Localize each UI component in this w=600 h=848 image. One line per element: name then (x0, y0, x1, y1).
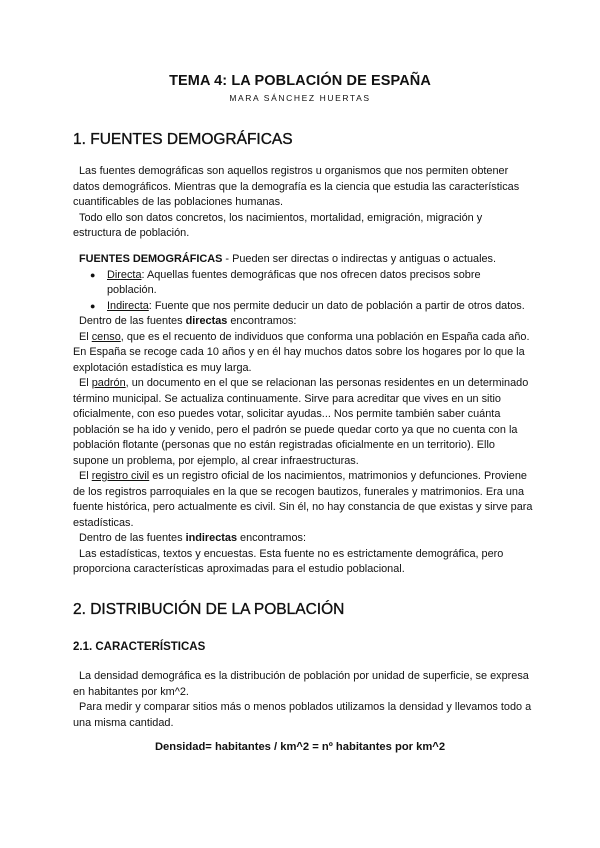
indirect-intro-a: Dentro de las fuentes (79, 532, 186, 544)
registro-paragraph (73, 469, 533, 531)
registro-term: registro civil (91, 470, 150, 482)
indirect-sources-intro (73, 531, 533, 547)
intro-paragraph-1: Las fuentes demográficas son aquellos registros u organismos que nos permiten obtener datos demográficos. Mientras que la demografía es la ciencia que estudia las características cuantificables de las poblaciones humanas. (73, 165, 520, 208)
document-title: TEMA 4: LA POBLACIÓN DE ESPAÑA (169, 73, 431, 89)
bullet-text-direct: : Aquellas fuentes demográficas que nos ofrecen datos precisos sobre población. (107, 268, 481, 296)
registro-a: El (79, 470, 92, 482)
intro-paragraph-2: Todo ello son datos concretos, los nacimientos, mortalidad, emigración, migración y estructura de población. (73, 211, 483, 239)
direct-intro-bold: directas (185, 315, 228, 327)
section-2-1-heading: 2.1. CARACTERÍSTICAS (73, 641, 206, 653)
censo-term: censo (91, 330, 121, 343)
bullet-text-indirect: : Fuente que nos permite deducir un dato de población a partir de otros datos. (148, 299, 525, 312)
source-types-list (73, 268, 533, 315)
padron-paragraph (73, 376, 533, 469)
bullet-term-direct: Directa (107, 268, 142, 281)
section-2-1-body (73, 669, 533, 731)
direct-intro-a: Dentro de las fuentes (79, 315, 186, 327)
registro-b: es un registro oficial de los nacimientos, matrimonios y defunciones. Proviene de los registros parroquiales en la que se recogen bautizos, funerales y matrimonios. Era una fuente histórica, pero actualmente es civil. Sin él, no hay constancia de que existas y sirve para estadísticas. (73, 470, 533, 529)
density-paragraph-1: La densidad demográfica es la distribución de población por unidad de superficie, se expresa en habitantes por km^2. (73, 670, 529, 698)
section-1-sources (73, 252, 533, 578)
list-item (73, 299, 533, 315)
document-author: MARA SÁNCHEZ HUERTAS (229, 93, 371, 103)
density-formula: Densidad= habitantes / km^2 = nº habitantes por km^2 (154, 741, 446, 753)
section-2-heading: 2. DISTRIBUCIÓN DE LA POBLACIÓN (73, 601, 345, 618)
indirect-intro-c: encontramos: (237, 532, 307, 544)
indirect-intro-bold: indirectas (185, 532, 238, 544)
section-1-heading: 1. FUENTES DEMOGRÁFICAS (73, 131, 293, 148)
censo-paragraph (73, 330, 533, 377)
source-types-label: FUENTES DEMOGRÁFICAS (79, 253, 223, 265)
bullet-term-indirect: Indirecta (107, 299, 149, 312)
padron-a: El (79, 377, 92, 389)
censo-b: , que es el recuento de individuos que conforma una población en España cada año. En España se recoge cada 10 años y en él hay muchos datos sobre los hogares por lo que la explotación estadística es muy larga. (73, 330, 530, 374)
padron-term: padrón (91, 377, 126, 389)
source-types-line (73, 252, 533, 268)
indirect-sources-text: Las estadísticas, textos y encuestas. Esta fuente no es estrictamente demográfica, pero proporciona características aproximadas para el estudio poblacional. (73, 547, 504, 575)
padron-b: , un documento en el que se relacionan las personas residentes en un determinado término municipal. Se actualiza continuamente. Sirve para acreditar que vives en un sitio oficialmente, con eso puedes votar, solicitar ayudas... Nos permite también saber cuánta población se ha ido y venido, pero el padrón se puede quedar corto ya que no cuenta con la población flotante (personas que no están registradas oficialmente en un territorio). Ello supone un problema, por ejemplo, al crear infraestructuras. (73, 377, 529, 467)
direct-intro-c: encontramos: (227, 315, 297, 327)
section-1-intro (73, 164, 533, 242)
density-paragraph-2: Para medir y comparar sitios más o menos poblados utilizamos la densidad y llevamos todo a una misma cantidad. (73, 701, 532, 729)
source-types-text: - Pueden ser directas o indirectas y antiguas o actuales. (222, 253, 497, 265)
list-item (73, 268, 533, 299)
censo-a: El (79, 330, 92, 343)
direct-sources-intro (73, 314, 533, 330)
